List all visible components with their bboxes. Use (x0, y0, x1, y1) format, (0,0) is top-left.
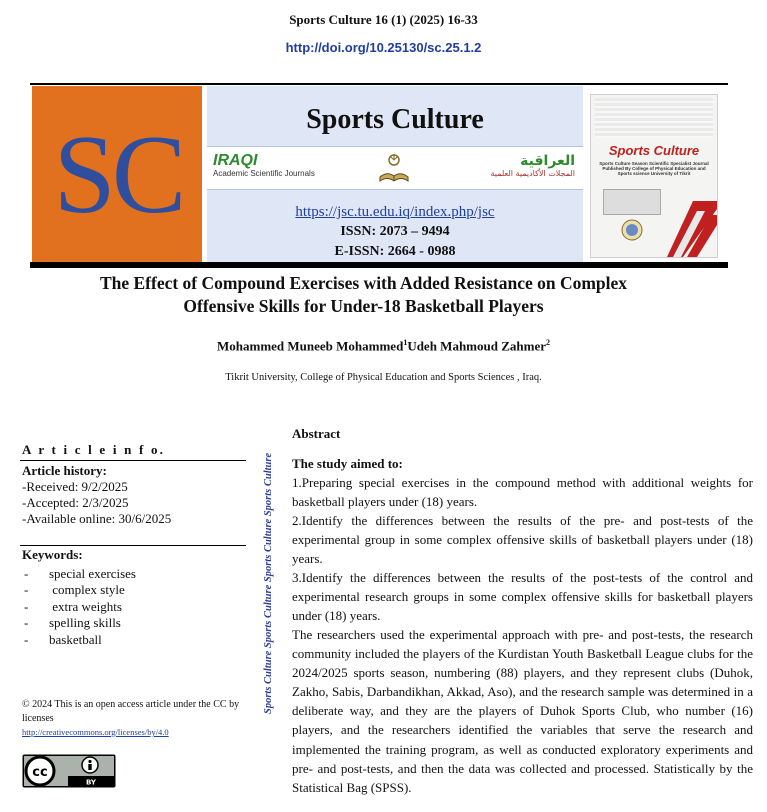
received-date: -Received: 9/2/2025 (22, 479, 128, 494)
keyword-bullet: - (24, 632, 29, 647)
university-emblem-icon (621, 219, 643, 241)
journal-logo-text: SC (53, 113, 183, 237)
aim-item (292, 568, 753, 625)
aim-text: Preparing special exercises in the compound method with additional weights for basketball players under (18) years. (292, 475, 753, 509)
aim-item (292, 473, 753, 511)
author-list (0, 338, 767, 354)
keyword-item: basketball (49, 632, 102, 647)
iraqi-logo-english (213, 153, 315, 179)
paper-title-line-2: Offensive Skills for Under-18 Basketball Players (183, 296, 544, 316)
article-info-heading: A r t i c l e i n f o. (22, 442, 166, 457)
aim-item (292, 511, 753, 568)
paper-title-line-1: The Effect of Compound Exercises with Added Resistance on Complex (99, 273, 628, 293)
affiliation: Tikrit University, College of Physical Education and Sports Sciences , Iraq. (225, 372, 542, 383)
author-2: Udeh Mahmoud Zahmer (407, 338, 546, 354)
by-badge-text: BY (85, 778, 97, 787)
journal-reference: Sports Culture 16 (1) (2025) 16-33 (289, 12, 478, 27)
open-book-icon (377, 151, 411, 185)
cover-header-text (595, 98, 713, 138)
author-1-affiliation-mark: 1 (403, 338, 408, 347)
available-online-date: -Available online: 30/6/2025 (22, 511, 172, 526)
banner-bottom-rule (30, 262, 728, 268)
aim-text: Identify the differences between the results of the pre- and post-tests of the experimental group in some complex offensive skills of basketball players under (18) years. (292, 513, 753, 566)
iraqi-logo-arabic-word: العراقية (520, 153, 575, 169)
doi-link[interactable]: http://doi.org/10.25130/sc.25.1.2 (285, 40, 482, 55)
journal-logo (32, 86, 202, 262)
aim-text: Identify the differences between the results of the post-tests of the control and experimental research groups in some complex offensive skills for basketball players under (18) years. (292, 570, 753, 623)
cover-title: Sports Culture (608, 143, 700, 158)
keyword-bullet: - (24, 582, 29, 597)
author-2-affiliation-mark: 2 (546, 338, 550, 347)
journal-masthead (207, 86, 583, 262)
keywords-heading: Keywords: (22, 547, 83, 562)
cover-stripes-graphic (653, 201, 717, 257)
cc-badge-text: cc (32, 765, 48, 780)
license-statement: © 2024 This is an open access article under the CC by licenses (22, 699, 240, 724)
iraqi-journals-strip (207, 146, 583, 190)
keyword-item: special exercises (49, 566, 136, 581)
iraqi-logo-subtitle: Academic Scientific Journals (213, 169, 315, 178)
keyword-bullet: - (24, 615, 29, 630)
abstract-body: The researchers used the experimental approach with pre- and post-tests, the research community included the players of the Kurdistan Youth Basketball League clubs for the 2024/2025 sports season, numbering (88) players, and they represent clubs (Duhok, Zakho, Sabis, Darbandikhan, Akkad, Aso), and the research sample was determined in a deliberate way, and they are the players of Duhok Sports Club, who number (16) players, and the researchers identified the variables that serve the research and implemented the training program, as well as conducted exploratory experiments and pre- and post-tests, and then the data was collected and processed. Statistically by the Statistical Bag (SPSS). (292, 627, 753, 795)
e-issn: E-ISSN: 2664 - 0988 (334, 244, 456, 259)
aim-number: 2. (292, 513, 302, 528)
aim-number: 1. (292, 475, 302, 490)
iraqi-logo-arabic-subtitle: المجلات الأكاديمية العلمية (490, 169, 575, 178)
aim-number: 3. (292, 570, 302, 585)
keyword-bullet: - (24, 599, 29, 614)
paper-title (40, 272, 687, 318)
issn: ISSN: 2073 – 9494 (340, 224, 450, 239)
aims-heading: The study aimed to: (292, 456, 403, 471)
iraqi-logo-word: IRAQI (213, 152, 258, 169)
banner-top-rule (30, 83, 728, 85)
vertical-journal-watermark (261, 452, 279, 714)
article-history-heading: Article history: (22, 463, 107, 478)
keyword-item: extra weights (49, 599, 122, 614)
author-1: Mohammed Muneeb Mohammed (216, 338, 404, 354)
accepted-date: -Accepted: 2/3/2025 (22, 495, 129, 510)
divider (20, 545, 246, 546)
journal-url-link[interactable]: https://jsc.tu.edu.iq/index.php/jsc (295, 204, 495, 220)
journal-title: Sports Culture (306, 104, 484, 135)
keyword-item: spelling skills (49, 615, 121, 630)
abstract-heading: Abstract (292, 426, 341, 441)
keyword-bullet: - (24, 566, 29, 581)
journal-cover-image (590, 94, 718, 258)
cover-subtitle: Sports Culture Season Scientific Specialist Journal Published By College of Physical Education and Sports science University of Tikrit (599, 161, 709, 177)
license-link[interactable]: http://creativecommons.org/licenses/by/4.0 (22, 727, 169, 737)
vertical-journal-text: Sports Culture Sports Culture Sports Culture Sports Culture (263, 452, 274, 714)
keyword-item: complex style (49, 582, 125, 597)
iraqi-logo-arabic (491, 153, 575, 179)
divider (20, 460, 246, 461)
cc-by-license-badge[interactable] (22, 754, 116, 788)
